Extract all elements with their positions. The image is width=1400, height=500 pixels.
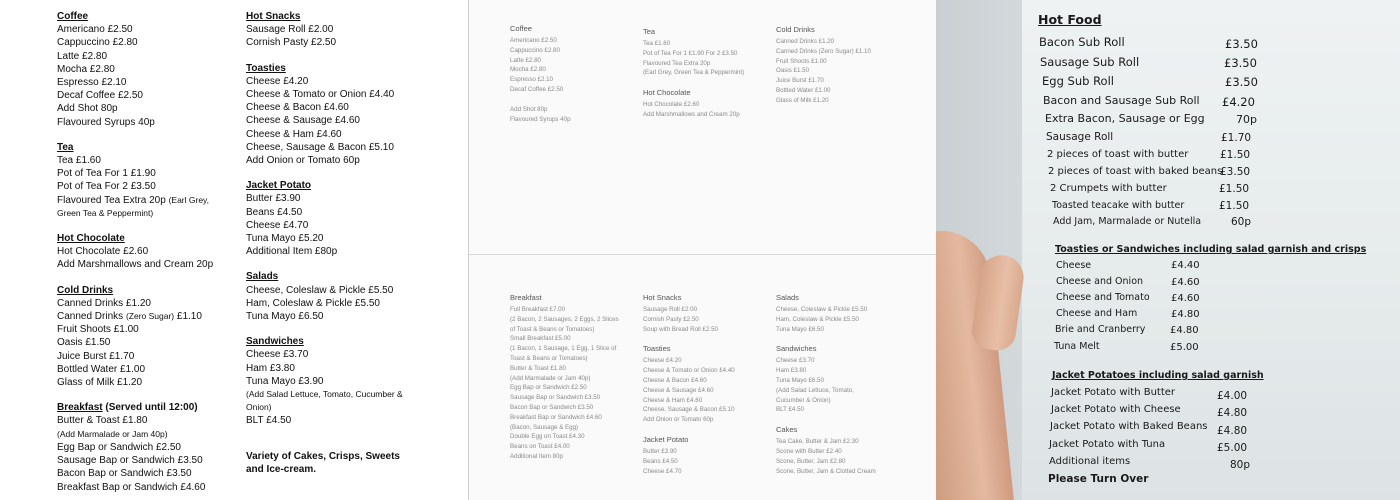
menu-item: Ham, Coleslaw & Pickle £5.50 <box>246 297 380 309</box>
menu-item: Flavoured Syrups 40p <box>57 116 155 128</box>
menu-item: Tea Cake, Butter & Jam £2.30 <box>776 438 859 446</box>
menu-item: Cheese & Sausage £4.60 <box>643 386 714 394</box>
section-heading-cold-drinks: Cold Drinks <box>57 284 114 296</box>
menu-item: Juice Burst £1.70 <box>57 350 135 362</box>
food-column-breakfast <box>510 293 619 462</box>
menu-item: Tuna Mayo £6.50 <box>246 311 324 323</box>
menu-row-price: £4.20 <box>1222 95 1255 109</box>
menu-item: Toast & Beans or Tomatoes) <box>510 354 588 362</box>
menu-row-name: 2 pieces of toast with baked beans <box>1048 166 1223 177</box>
menu-row-price: £5.00 <box>1170 342 1199 353</box>
food-column-salads <box>776 293 876 476</box>
menu-row-name: Cheese <box>1056 260 1092 271</box>
menu-item: Tuna Mayo £6.50 <box>776 325 824 333</box>
section-heading-tea: Tea <box>57 141 74 153</box>
menu-item: Scone with Butter £2.40 <box>776 447 842 455</box>
menu-item: Add Marshmallows and Cream 20p <box>643 110 740 118</box>
menu-item: Cornish Pasty £2.50 <box>643 315 699 323</box>
menu-item: Additional Item 80p <box>510 452 563 460</box>
menu-row-price: £3.50 <box>1225 75 1258 89</box>
menu-item: Cheese £4.20 <box>246 75 309 87</box>
menu-item: Bottled Water £1.00 <box>57 363 146 375</box>
menu-item: Cheese, Sausage & Bacon £5.10 <box>643 406 735 414</box>
menu-item: Beans on Toast £4.00 <box>510 443 570 451</box>
menu-item: Mocha £2.80 <box>510 66 546 74</box>
menu-row-price: £3.50 <box>1220 166 1251 178</box>
menu-item-price: £1.10 <box>176 311 202 323</box>
section-heading-salads: Salads <box>246 271 279 283</box>
menu-item: Butter £3.90 <box>246 193 301 205</box>
menu-item: Additional Item £80p <box>246 246 338 258</box>
drinks-column-coffee <box>510 24 571 124</box>
menu-item: Cheese & Sausage £4.60 <box>246 115 360 127</box>
menu-item: of Toast & Beans or Tomatoes) <box>510 325 595 333</box>
menu-item: Glass of Milk £1.20 <box>57 377 143 389</box>
menu-item: Tuna Mayo £6.50 <box>776 376 824 384</box>
menu-item: Tuna Mayo £3.90 <box>246 375 324 387</box>
menu-row-name: Bacon and Sausage Sub Roll <box>1043 94 1200 107</box>
menu-row-name: 2 pieces of toast with butter <box>1047 149 1189 160</box>
menu-item: Hot Chocolate £2.60 <box>643 101 700 109</box>
laminated-sheet <box>1022 0 1400 500</box>
menu-row-name: Cheese and Onion <box>1056 276 1144 287</box>
menu-item: Butter & Toast £1.80 <box>57 415 148 427</box>
printed-menu-panel <box>469 0 936 500</box>
menu-item: Add Onion or Tomato 60p <box>246 155 360 167</box>
section-heading-sandwiches: Sandwiches <box>776 344 817 354</box>
menu-item: Latte £2.80 <box>510 56 541 64</box>
section-heading-hot-snacks: Hot Snacks <box>643 293 682 302</box>
menu-row-price: 60p <box>1231 216 1252 228</box>
menu-item: Juice Burst £1.70 <box>776 77 824 85</box>
menu-item: Add Shot 80p <box>510 105 548 113</box>
menu-item: Sausage Roll £2.00 <box>643 306 698 313</box>
menu-item: Cappuccino £2.80 <box>510 46 560 54</box>
menu-row-name: Bacon Sub Roll <box>1039 35 1125 49</box>
menu-item: Pot of Tea For 1 £1.90 For 2 £3.50 <box>643 49 738 57</box>
menu-row-price: £1.70 <box>1221 132 1252 144</box>
menu-item: Cheese & Tomato or Onion £4.40 <box>246 89 395 101</box>
menu-item: Ham £3.80 <box>776 367 807 375</box>
menu-item: Tea £1.60 <box>643 40 671 47</box>
menu-row-price: £4.00 <box>1217 390 1248 402</box>
menu-column-right <box>246 10 461 476</box>
menu-row-price: 70p <box>1236 113 1257 126</box>
menu-row-name: Tuna Melt <box>1054 341 1100 352</box>
menu-item: Decaf Coffee £2.50 <box>57 90 143 102</box>
menu-item: (Add Marmalade or Jam 40p) <box>510 374 591 382</box>
menu-row-price: £3.50 <box>1225 37 1258 51</box>
menu-item: Butter & Toast £1.80 <box>510 364 566 372</box>
menu-item: Sausage Bap or Sandwich £3.50 <box>57 455 203 467</box>
section-heading-coffee: Coffee <box>510 24 532 33</box>
menu-item: Full Breakfast £7.00 <box>510 306 566 313</box>
menu-item: Oasis £1.50 <box>776 67 810 75</box>
menu-item: Soup with Bread Roll £2.50 <box>643 325 718 333</box>
menu-row-name: Cheese and Tomato <box>1056 292 1150 303</box>
menu-row-name: Additional items <box>1049 456 1131 467</box>
section-heading-cakes: Cakes <box>776 425 798 435</box>
menu-item-note: (Add Marmalade or Jam 40p) <box>57 428 168 439</box>
section-heading-salads: Salads <box>776 293 799 302</box>
menu-item: Cheese, Coleslaw & Pickle £5.50 <box>246 284 394 296</box>
menu-item: Cheese & Bacon £4.60 <box>246 102 349 114</box>
section-heading-hot-chocolate: Hot Chocolate <box>57 233 125 245</box>
menu-item: Americano £2.50 <box>510 37 557 44</box>
menu-item: Beans £4.50 <box>246 206 303 218</box>
menu-row-price: £4.80 <box>1217 425 1248 437</box>
menu-item: Cheese, Coleslaw & Pickle £5.50 <box>776 306 868 313</box>
menu-item: Fruit Shoots £1.00 <box>57 324 139 336</box>
menu-item: Cornish Pasty £2.50 <box>246 37 337 49</box>
section-heading-toasties: Toasties <box>246 62 286 74</box>
menu-item: (Add Salad Lettuce, Tomato, <box>776 386 854 394</box>
laminated-menu-photo <box>936 0 1400 500</box>
menu-item: Ham, Coleslaw & Pickle £5.50 <box>776 315 859 323</box>
menu-row-name: Toasted teacake with butter <box>1052 200 1185 211</box>
menu-item: BLT £4.50 <box>776 406 804 414</box>
menu-text-panel <box>0 0 469 500</box>
menu-column-left <box>57 10 237 494</box>
drinks-column-cold <box>776 25 871 106</box>
menu-item: Canned Drinks £1.20 <box>57 297 151 309</box>
menu-item: (1 Bacon, 1 Sausage, 1 Egg, 1 Slice of <box>510 345 617 353</box>
menu-item: Egg Bap or Sandwich £2.50 <box>57 441 181 453</box>
menu-item-note: Green Tea & Peppermint) <box>57 207 154 218</box>
menu-row-name: Cheese and Ham <box>1056 308 1138 319</box>
menu-row-price: £4.80 <box>1170 325 1199 336</box>
menu-item: Cheese & Bacon £4.60 <box>643 376 707 384</box>
section-heading-cold-drinks: Cold Drinks <box>776 25 815 34</box>
menu-row-price: £4.60 <box>1171 293 1200 304</box>
menu-item: Tuna Mayo £5.20 <box>246 233 324 245</box>
menu-row-name: Brie and Cranberry <box>1055 324 1146 335</box>
menu-item: Cheese £4.20 <box>643 357 682 365</box>
food-column-hot-snacks <box>643 293 735 476</box>
menu-item: Espresso £2.10 <box>510 76 553 84</box>
menu-row-price: £5.00 <box>1217 442 1248 454</box>
menu-item: Flavoured Syrups 40p <box>510 115 571 123</box>
section-heading-jacket-potato: Jacket Potato <box>643 434 689 444</box>
menu-row-price: £4.40 <box>1171 260 1200 271</box>
menu-item: Cheese, Sausage & Bacon £5.10 <box>246 141 394 153</box>
menu-row-price: £4.80 <box>1217 407 1248 419</box>
menu-item: Sausage Bap or Sandwich £3.50 <box>510 394 601 402</box>
menu-item: Glass of Milk £1.20 <box>776 96 829 104</box>
menu-row-price: £3.50 <box>1224 56 1257 70</box>
toasties-heading: Toasties or Sandwiches including salad garnish and crisps <box>1055 244 1367 255</box>
menu-item: Beans £4.50 <box>643 457 678 465</box>
menu-row-name: Jacket Potato with Baked Beans <box>1050 421 1208 432</box>
menu-row-name: Extra Bacon, Sausage or Egg <box>1045 112 1205 125</box>
menu-item: Canned Drinks £1.20 <box>776 38 835 45</box>
menu-row-name: Egg Sub Roll <box>1042 74 1114 88</box>
menu-item: Bottled Water £1.00 <box>776 86 831 94</box>
menu-item: (2 Bacon, 2 Sausages, 2 Eggs, 2 Slices <box>510 315 619 323</box>
menu-row-name: Sausage Roll <box>1046 131 1114 143</box>
menu-item-note: (Earl Grey, <box>168 194 210 205</box>
breakfast-note: (Served until 12:00) <box>105 402 198 414</box>
menu-row-name: Jacket Potato with Tuna <box>1049 439 1166 450</box>
menu-item: Breakfast Bap or Sandwich £4.60 <box>510 413 602 421</box>
menu-item: Add Marshmallows and Cream 20p <box>57 259 214 271</box>
section-heading-coffee: Coffee <box>57 11 89 22</box>
menu-item: Cheese £3.70 <box>776 357 815 365</box>
menu-item-note: (Zero Sugar) <box>125 311 175 322</box>
menu-row-price: £1.50 <box>1219 200 1250 212</box>
menu-item: Fruit Shoots £1.00 <box>776 57 827 65</box>
menu-row-price: £4.60 <box>1171 277 1200 288</box>
menu-item: Cheese £4.70 <box>643 467 682 475</box>
menu-item-text: Canned Drinks <box>57 311 124 323</box>
section-heading-breakfast: Breakfast <box>510 293 542 302</box>
menu-item: Bacon Bap or Sandwich £3.50 <box>510 403 594 411</box>
menu-item: BLT £4.50 <box>246 415 292 427</box>
menu-item: Mocha £2.80 <box>57 63 115 75</box>
menu-item: Sausage Roll £2.00 <box>246 24 334 36</box>
menu-item: Cheese £4.70 <box>246 219 309 231</box>
menu-item: Cheese £3.70 <box>246 349 309 361</box>
menu-item-note: (Add Salad Lettuce, Tomato, Cucumber & Onion) <box>246 389 403 413</box>
menu-item: Egg Bap or Sandwich £2.50 <box>510 384 587 392</box>
menu-item: Scone, Butter, Jam & Clotted Cream <box>776 467 876 475</box>
section-heading-toasties: Toasties <box>643 344 671 354</box>
menu-row-name: Add Jam, Marmalade or Nutella <box>1053 216 1202 227</box>
menu-item: Small Breakfast £5.00 <box>510 335 571 343</box>
menu-item: Cucumber & Onion) <box>776 396 831 404</box>
menu-item: Cappuccino £2.80 <box>57 37 138 49</box>
section-heading-breakfast <box>57 401 237 414</box>
menu-item: Add Shot 80p <box>57 103 118 115</box>
menu-item: Double Egg on Toast £4.30 <box>510 433 585 441</box>
section-heading-jacket-potato: Jacket Potato <box>246 180 312 192</box>
section-heading-hot-chocolate: Hot Chocolate <box>643 88 691 98</box>
menu-sheet-drinks <box>469 0 936 255</box>
menu-item: Hot Chocolate £2.60 <box>57 246 149 258</box>
variety-note: Variety of Cakes, Crisps, Sweets and Ice-cream. <box>246 450 400 475</box>
menu-item: Latte £2.80 <box>57 50 108 62</box>
menu-item: (Bacon, Sausage & Egg) <box>510 423 579 431</box>
menu-item: Breakfast Bap or Sandwich £4.60 <box>57 481 206 493</box>
menu-item: Butter £3.90 <box>643 447 677 455</box>
menu-row-price: 80p <box>1230 459 1251 471</box>
menu-item: Canned Drinks (Zero Sugar) £1.10 <box>776 47 871 55</box>
menu-item: Decaf Coffee £2.50 <box>510 85 564 93</box>
menu-item-text: Flavoured Tea Extra 20p <box>57 194 166 206</box>
menu-row-name: Jacket Potato with Butter <box>1051 387 1176 398</box>
menu-item: Oasis £1.50 <box>57 337 111 349</box>
hot-food-title: Hot Food <box>1038 12 1102 27</box>
menu-item: Cheese & Tomato or Onion £4.40 <box>643 367 735 375</box>
menu-item: Ham £3.80 <box>246 362 295 374</box>
menu-item: Scone, Butter, Jam £2.80 <box>776 457 846 465</box>
menu-item: Pot of Tea For 2 £3.50 <box>57 181 156 193</box>
menu-item: Pot of Tea For 1 £1.90 <box>57 168 156 180</box>
menu-item: (Earl Grey, Green Tea & Peppermint) <box>643 69 745 77</box>
menu-item <box>57 194 237 207</box>
menu-row-name: Jacket Potato with Cheese <box>1051 404 1181 415</box>
menu-item: Cheese & Ham £4.60 <box>643 396 703 404</box>
jacket-heading: Jacket Potatoes including salad garnish <box>1052 370 1264 381</box>
section-heading-hot-snacks: Hot Snacks <box>246 11 301 22</box>
section-heading-tea: Tea <box>643 27 656 36</box>
menu-row-price: £4.80 <box>1171 309 1200 320</box>
section-heading-sandwiches: Sandwiches <box>246 336 304 348</box>
menu-item: Flavoured Tea Extra 20p <box>643 59 711 67</box>
menu-item: Espresso £2.10 <box>57 77 127 89</box>
menu-item: Bacon Bap or Sandwich £3.50 <box>57 468 192 480</box>
menu-item: Americano £2.50 <box>57 24 133 36</box>
please-turn-over: Please Turn Over <box>1048 473 1149 485</box>
breakfast-title: Breakfast <box>57 402 103 414</box>
menu-item: Cheese & Ham £4.60 <box>246 128 342 140</box>
menu-row-price: £1.50 <box>1220 149 1251 161</box>
menu-row-price: £1.50 <box>1219 183 1250 195</box>
menu-row-name: Sausage Sub Roll <box>1040 55 1140 69</box>
menu-item: Tea £1.60 <box>57 155 101 167</box>
menu-item: Add Onion or Tomato 60p <box>643 416 714 424</box>
menu-row-name: 2 Crumpets with butter <box>1050 183 1167 194</box>
menu-item <box>57 310 237 323</box>
drinks-column-tea <box>643 27 744 120</box>
menu-sheet-food <box>469 255 936 500</box>
